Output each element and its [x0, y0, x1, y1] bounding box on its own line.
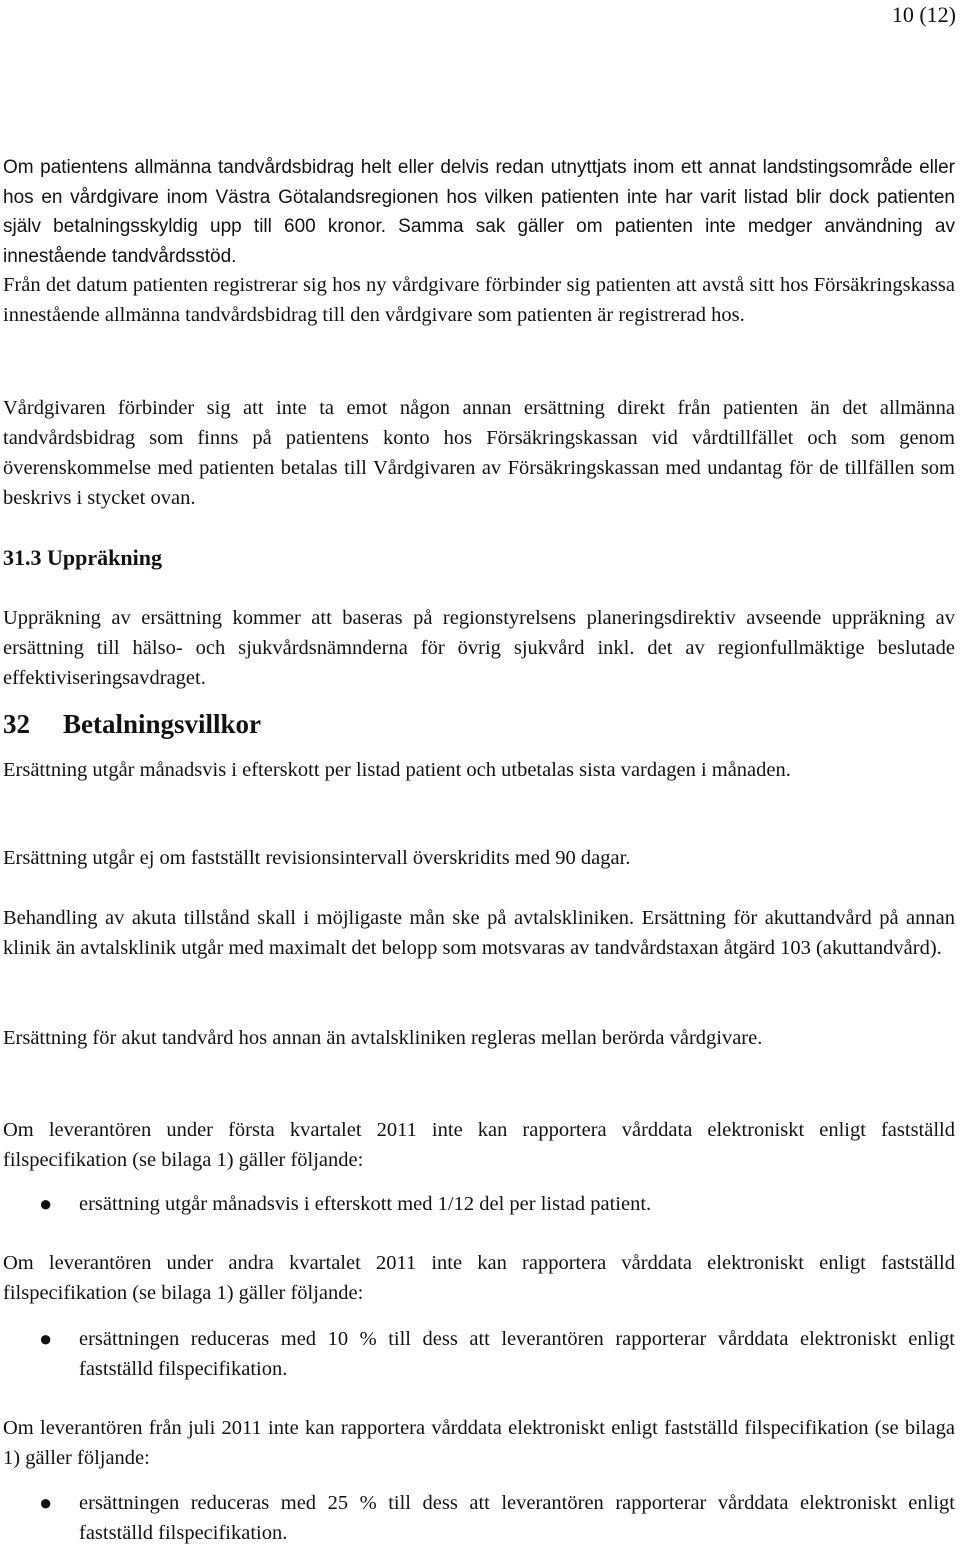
section-heading-31-3: 31.3 Uppräkning [3, 545, 162, 570]
section-number: 32 [3, 709, 30, 739]
page-number: 10 (12) [891, 2, 956, 27]
paragraph-revisionsintervall: Ersättning utgår ej om fastställt revisionsintervall överskridits med 90 dagar. [3, 847, 631, 869]
bullet-item-1 [3, 1189, 955, 1219]
paragraph-ersattning-manadsvis: Ersättning utgår månadsvis i efterskott per listad patient och utbetalas sista vardagen i månaden. [3, 759, 791, 781]
bullet-icon: ● [39, 1490, 53, 1515]
bullet-icon: ● [39, 1326, 53, 1351]
section-title: Betalningsvillkor [63, 709, 262, 739]
paragraph-andra-kvartalet: Om leverantören under andra kvartalet 2011 inte kan rapportera vårddata elektroniskt enligt fastställd filspecifikation (se bilaga 1) gäller följande: [3, 1252, 955, 1304]
bullet-item-3 [3, 1488, 955, 1548]
bullet-item-2 [3, 1324, 955, 1384]
paragraph-upprakning: Uppräkning av ersättning kommer att baseras på regionstyrelsens planeringsdirektiv avseende uppräkning av ersättning till hälso- och sjukvårdsnämnderna för övrig sjukvård inkl. det av regionfullmäktige beslutade effektiviseringsavdraget. [3, 607, 955, 689]
paragraph-juli-2011: Om leverantören från juli 2011 inte kan rapportera vårddata elektroniskt enligt fastställd filspecifikation (se bilaga 1) gäller följande: [3, 1417, 955, 1469]
bullet-icon: ● [39, 1191, 53, 1216]
paragraph-tandvardsbidrag [3, 153, 955, 330]
paragraph-vardgivaren: Vårdgivaren förbinder sig att inte ta emot någon annan ersättning direkt från patienten än det allmänna tandvårdsbidrag som finns på patientens konto hos Försäkringskassan vid vårdtillfället och som genom överenskommelse med patienten betalas till Vårdgivaren av Försäkringskassan med undantag för de tillfällen som beskrivs i stycket ovan. [3, 397, 955, 509]
bullet-text: ersättningen reduceras med 10 % till dess att leverantören rapporterar vårddata elektroniskt enligt fastställd filspecifikation. [79, 1328, 955, 1380]
paragraph-forsta-kvartalet: Om leverantören under första kvartalet 2011 inte kan rapportera vårddata elektroniskt enligt fastställd filspecifikation (se bilaga 1) gäller följande: [3, 1119, 955, 1171]
section-heading-32 [3, 708, 261, 740]
bullet-text: ersättningen reduceras med 25 % till dess att leverantören rapporterar vårddata elektroniskt enligt fastställd filspecifikation. [79, 1492, 955, 1544]
paragraph-akuta-tillstand: Behandling av akuta tillstånd skall i möjligaste mån ske på avtalskliniken. Ersättning för akuttandvård på annan klinik än avtalsklinik utgår med maximalt det belopp som motsvaras av tandvårdstaxan åtgärd 103 (akuttandvård). [3, 907, 955, 959]
paragraph-akut-tandvard: Ersättning för akut tandvård hos annan än avtalskliniken regleras mellan berörda vårdgivare. [3, 1027, 763, 1049]
paragraph-tandvardsbidrag-sans: Om patientens allmänna tandvårdsbidrag helt eller delvis redan utnyttjats inom ett annat landstingsområde eller hos en vårdgivare inom Västra Götalandsregionen hos vilken patienten inte har varit listad blir dock patienten själv betalningsskyldig upp till 600 kronor. Samma sak gäller om patienten inte medger användning av innestående tandvårdsstöd. [3, 157, 955, 267]
bullet-text: ersättning utgår månadsvis i efterskott med 1/12 del per listad patient. [79, 1193, 652, 1215]
paragraph-tandvardsbidrag-serif: Från det datum patienten registrerar sig hos ny vårdgivare förbinder sig patienten att avstå sitt hos Försäkringskassa innestående allmänna tandvårdsbidrag till den vårdgivare som patienten är registrerad hos. [3, 274, 955, 326]
